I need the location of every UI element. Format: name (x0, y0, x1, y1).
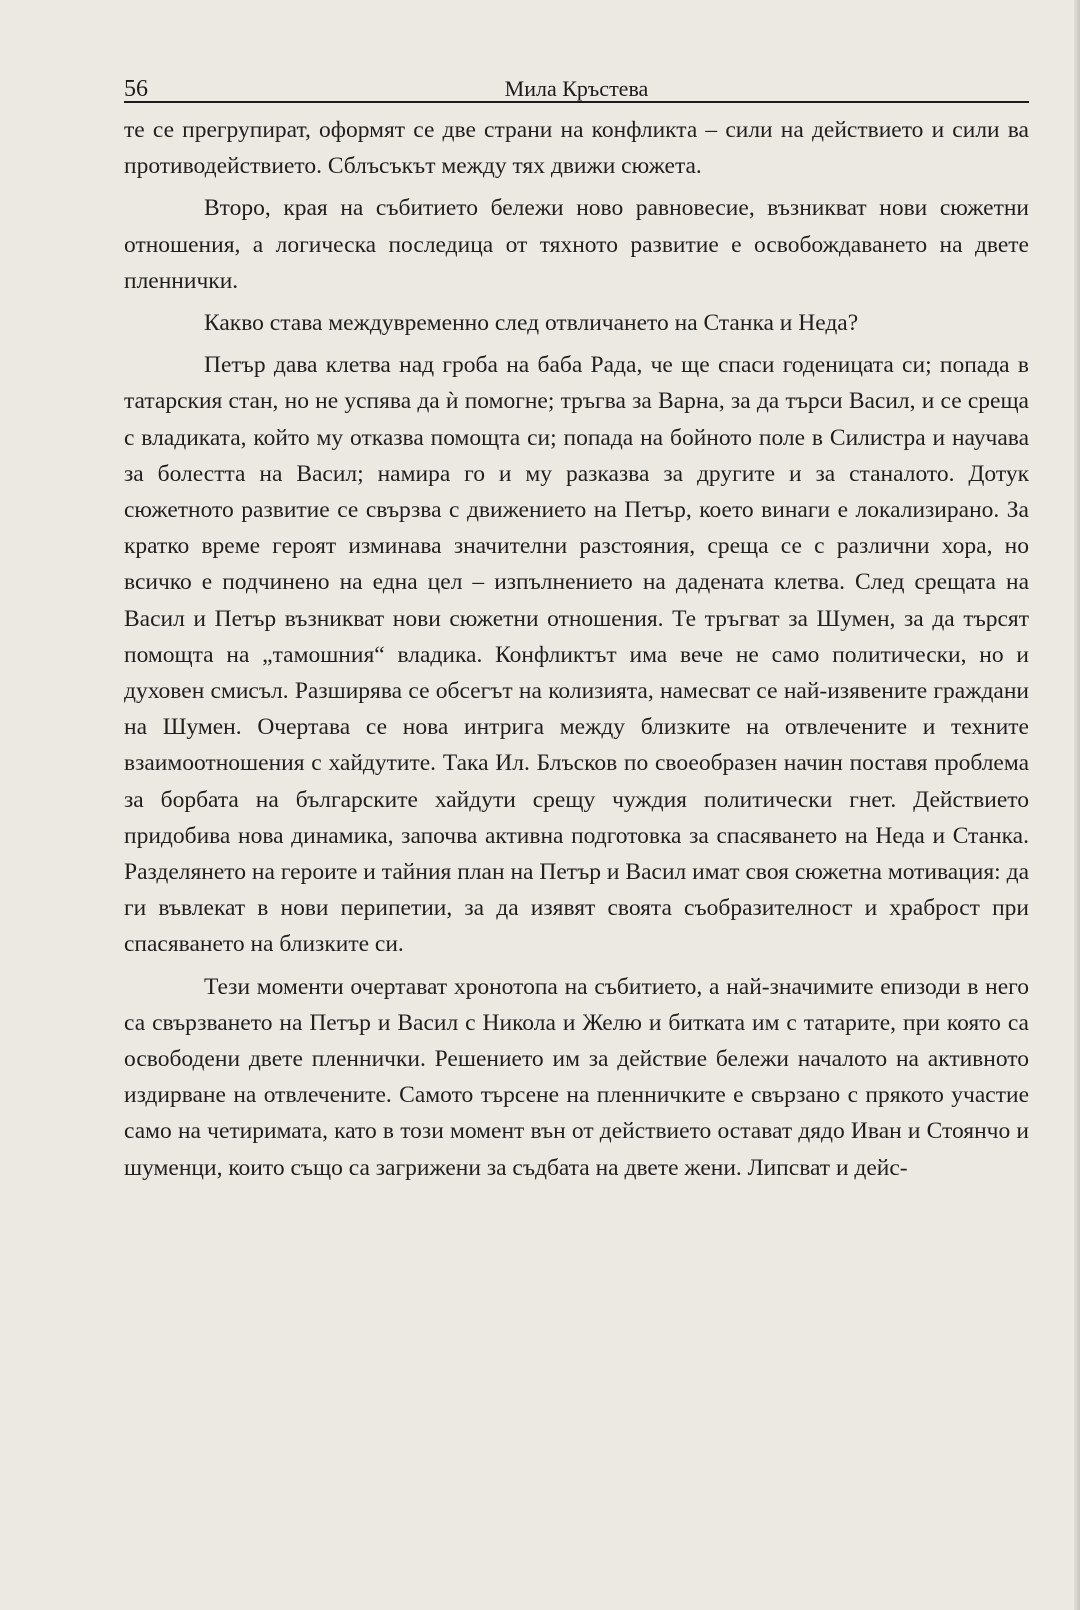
paragraph-1: те се прегрупират, оформят се две страни на конфликта – сили на действието и сили ва противодействието. Сблъсъкът между тях движи сюжета. (124, 117, 1029, 180)
paragraph-2: Второ, края на събитието бележи ново равновесие, възникват нови сюжетни отношения, а логическа последица от тяхното развитие е освобождаването на двете пленнички. (124, 195, 1029, 294)
paragraph-3: Какво става междувременно след отвличането на Станка и Неда? (204, 310, 859, 337)
paragraph-4: Петър дава клетва над гроба на баба Рада, че ще спаси годеницата си; попада в татарския стан, но не успява да ѝ помогне; тръгва за Варна, за да търси Васил, и се среща с владиката, който му отказва помощта си; попада на бойното поле в Силистра и научава за болестта на Васил; намира го и му разказва за другите и за станалото. Дотук сюжетното развитие се свързва с движението на Петър, което винаги е локализирано. За кратко време героят изминава значителни разстояния, среща се с различни хора, но всичко е подчинено на една цел – изпълнението на дадената клетва. След срещата на Васил и Петър възникват нови сюжетни отношения. Те тръгват за Шумен, за да търсят помощта на „тамошния“ владика. Конфликтът има вече не само политически, но и духовен смисъл. Разширява се обсегът на колизията, намесват се най-изявените граждани на Шумен. Очертава се нова интрига между близките на отвлечените и техните взаимоотношения с хайдутите. Така Ил. Блъсков по своеобразен начин поставя проблема за борбата на българските хайдути срещу чуждия политически гнет. Действието придобива нова динамика, започва активна подготовка за спасяването на Неда и Станка. Разделянето на героите и тайния план на Петър и Васил имат своя сюжетна мотивация: да ги въвлекат в нови перипетии, за да изявят своята съобразителност и храброст при спасяването на близките си. (124, 352, 1029, 958)
page-number: 56 (124, 76, 148, 102)
paragraph-5: Тези моменти очертават хронотопа на събитието, а най-значимите епизоди в него са свързването на Петър и Васил с Никола и Желю и битката им с татарите, при която са освободени двете пленнички. Решението им за действие бележи началото на активното издирване на отвлечените. Самото търсене на пленничките е свързано с прякото участие само на четиримата, като в този момент вън от действието остават дядо Иван и Стоянчо и шуменци, които също са загрижени за съдбата на двете жени. Липсват и дейс- (124, 973, 1029, 1181)
page-header (124, 76, 1029, 102)
page-edge-shadow (1074, 0, 1080, 1610)
body-text (124, 112, 1029, 1192)
header-rule (124, 101, 1029, 103)
running-title: Мила Кръстева (504, 76, 649, 101)
